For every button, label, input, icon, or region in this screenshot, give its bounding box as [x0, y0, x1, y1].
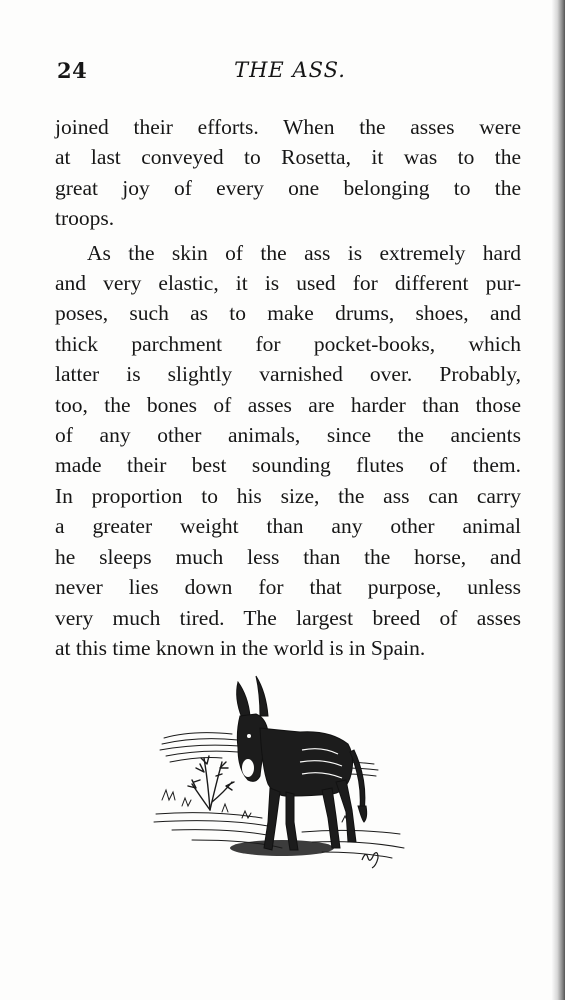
- text-line: at this time known in the world is in Spain.: [55, 635, 426, 660]
- text-line: very much tired. The largest breed of asses: [55, 605, 521, 630]
- paragraph-2: [55, 238, 521, 664]
- text-line: In proportion to his size, the ass can carry: [55, 483, 521, 508]
- text-line: great joy of every one belonging to the: [55, 175, 521, 200]
- running-head: THE ASS.: [234, 58, 346, 82]
- text-line: too, the bones of asses are harder than those: [55, 392, 521, 417]
- text-line: thick parchment for pocket-books, which: [55, 331, 521, 356]
- text-line: of any other animals, since the ancients: [55, 423, 521, 448]
- text-line: troops.: [55, 206, 115, 231]
- donkey-shadow: [230, 840, 334, 856]
- page-header: [55, 58, 525, 88]
- text-line: As the skin of the ass is extremely hard: [87, 240, 521, 265]
- text-line: a greater weight than any other animal: [55, 514, 521, 539]
- page-edge-shadow: [551, 0, 565, 1000]
- text-line: poses, such as to make drums, shoes, and: [55, 301, 521, 326]
- body-text: [55, 112, 521, 663]
- text-line: never lies down for that purpose, unless: [55, 575, 521, 600]
- text-line: he sleeps much less than the horse, and: [55, 544, 521, 569]
- page-number: 24: [57, 58, 88, 83]
- text-line: and very elastic, it is used for different pur-: [55, 271, 521, 296]
- paragraph-1: [55, 112, 521, 234]
- text-line: joined their efforts. When the asses were: [55, 115, 521, 139]
- text-line: made their best sounding flutes of them.: [55, 453, 521, 478]
- shrub: [188, 756, 234, 810]
- text-line: latter is slightly varnished over. Probably,: [55, 362, 521, 387]
- donkey-illustration: [152, 672, 414, 878]
- text-line: at last conveyed to Rosetta, it was to the: [55, 145, 521, 170]
